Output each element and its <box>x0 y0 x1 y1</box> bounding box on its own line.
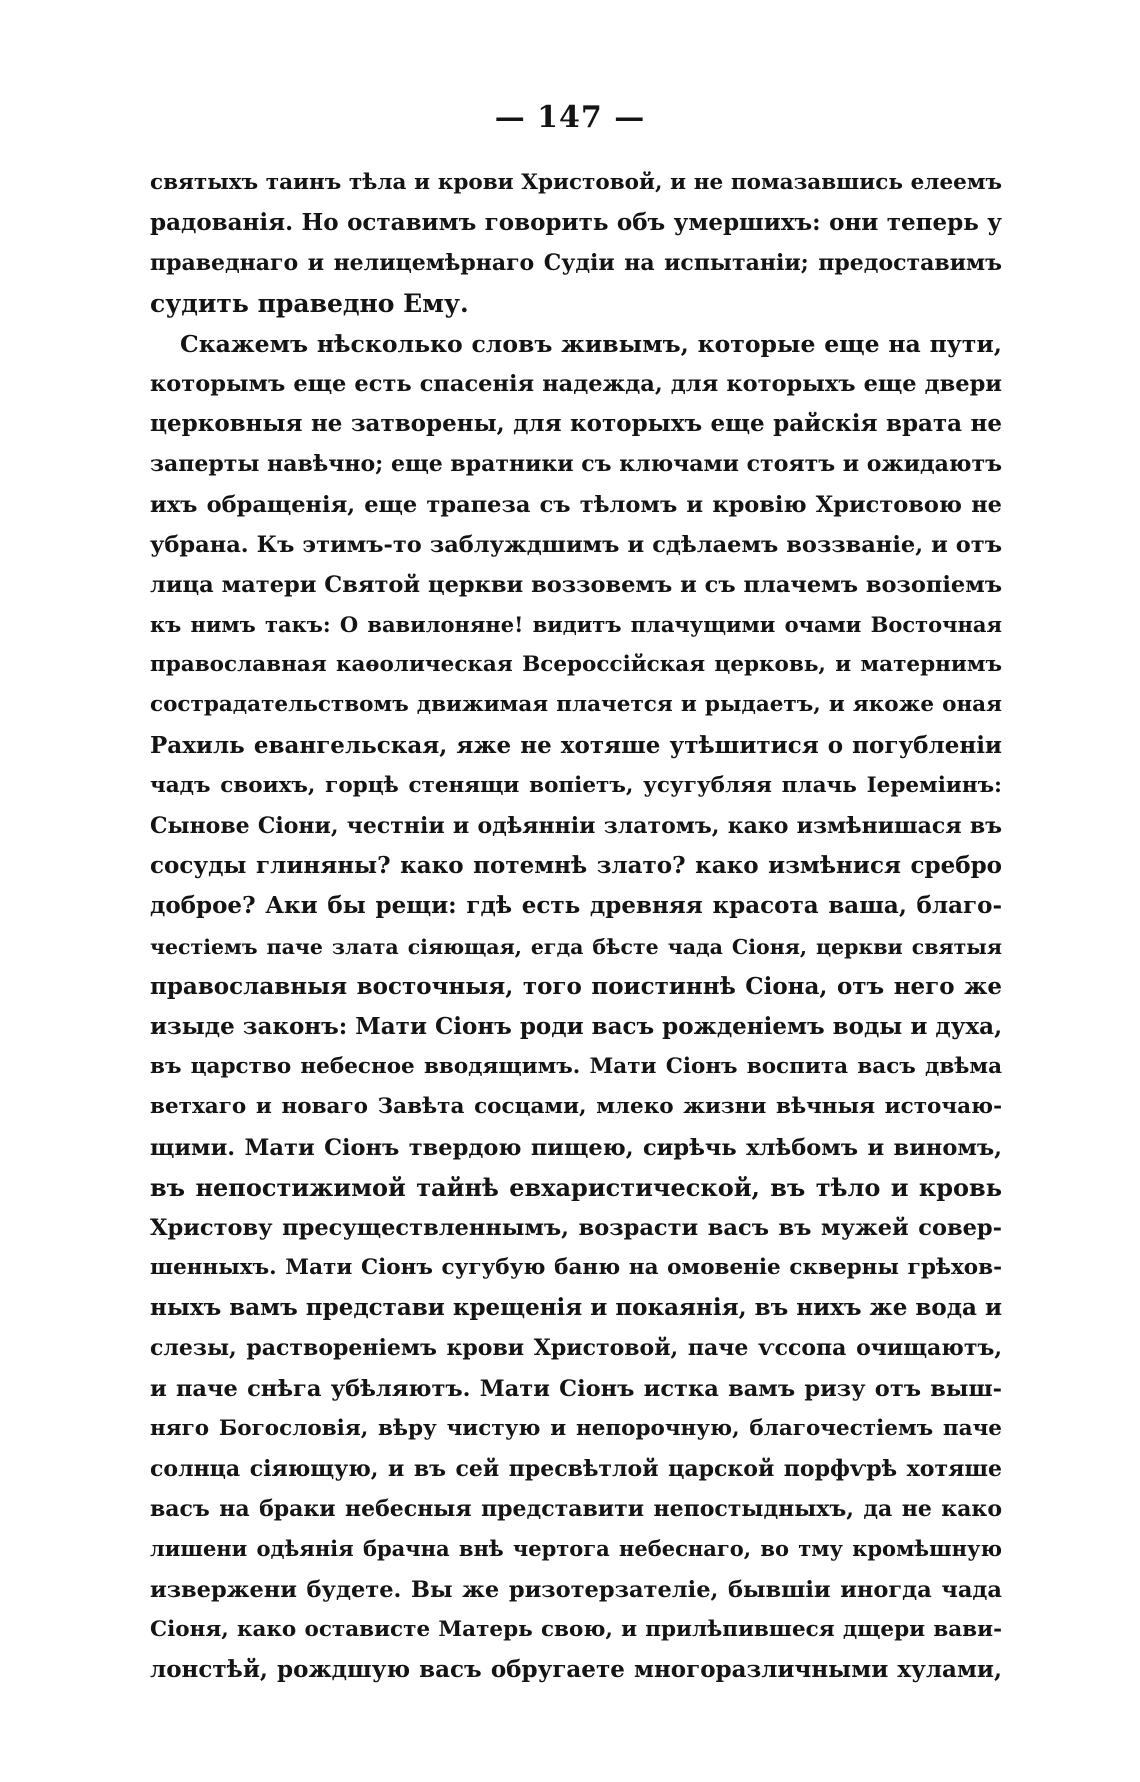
text-line: православныя восточныя, того поистиннѣ Сіона, отъ него же <box>150 972 1002 1000</box>
text-line: шенныхъ. Мати Сіонъ сугубую баню на омовеніе скверны грѣхов- <box>150 1255 1002 1281</box>
text-line: православная каѳолическая Всероссійская церковь, и матернимъ <box>150 652 1002 678</box>
text-line: няго Богословія, вѣру чистую и непорочную, благочестіемъ паче <box>150 1415 1002 1441</box>
text-line: изыде законъ: Мати Сіонъ роди васъ рожденіемъ воды и духа, <box>150 1012 1003 1040</box>
text-line: Рахиль евангельская, яже не хотяше утѣшитися о погубленіи <box>150 731 1002 759</box>
text-line: въ царство небесное вводящимъ. Мати Сіонъ воспита васъ двѣма <box>150 1054 1002 1080</box>
text-line: ихъ обращенія, еще трапеза съ тѣломъ и кровію Христовою не <box>150 491 1002 518</box>
page-number: — 147 — <box>494 100 646 135</box>
text-line: лишени одѣянія брачна внѣ чертога небеснаго, во тму кромѣшную <box>150 1536 1002 1562</box>
body-text <box>150 163 1002 1690</box>
text-line: и паче снѣга убѣляютъ. Мати Сіонъ истка вамъ ризу отъ выш- <box>150 1375 1002 1402</box>
text-line: Христову пресуществленнымъ, возрасти васъ въ мужей совер- <box>150 1214 1002 1241</box>
text-line: сосуды глиняны? како потемнѣ злато? како измѣнися сребро <box>150 852 1002 880</box>
text-line: въ непостижимой тайнѣ евхаристической, въ тѣло и кровь <box>150 1172 1002 1202</box>
text-line: ныхъ вамъ представи крещенія и покаянія, въ нихъ же вода и <box>150 1294 1002 1322</box>
text-line: извержени будете. Вы же ризотерзателіе, бывшіи иногда чада <box>150 1576 1002 1603</box>
text-line: Сынове Сіони, честніи и одѣяннiи златомъ, како измѣнишася въ <box>150 813 1002 839</box>
text-line: доброе? Аки бы рещи: гдѣ есть древняя красота ваша, благо- <box>150 892 1002 920</box>
text-line: радованія. Но оставимъ говорить объ умершихъ: они теперь у <box>150 209 1002 237</box>
text-line: святыхъ таинъ тѣла и крови Христовой, и не помазавшись елеемъ <box>150 170 1002 195</box>
text-line: лонстѣй, рождшую васъ обругаете многоразличными хулами, <box>150 1655 1002 1683</box>
text-line: судить праведно Ему. <box>150 288 469 318</box>
text-line: слезы, раствореніемъ крови Христовой, паче ѵссопа очищаютъ, <box>150 1335 1002 1362</box>
text-line: васъ на браки небесныя представити непостыдныхъ, да не како <box>150 1496 1002 1523</box>
text-line: праведнаго и нелицемѣрнаго Судіи на испытаніи; предоставимъ <box>150 250 1002 277</box>
text-line: Скажемъ нѣсколько словъ живымъ, которые еще на пути, <box>180 329 1002 358</box>
text-line: которымъ еще есть спасенія надежда, для которыхъ еще двери <box>150 370 1002 397</box>
text-line: лица матери Святой церкви воззовемъ и съ плачемъ возопіемъ <box>150 571 1002 598</box>
text-line: церковныя не затворены, для которыхъ еще райскія врата не <box>150 410 1002 438</box>
text-line: Сіоня, како остависте Матерь свою, и прилѣпившеся дщери вави- <box>150 1616 1002 1642</box>
text-line: солнца сіяющую, и въ сей пресвѣтлой царской порфѵрѣ хотяше <box>150 1456 1002 1482</box>
text-line: ветхаго и новаго Завѣта сосцами, млеко жизни вѣчныя источаю- <box>150 1094 1002 1120</box>
text-line: къ нимъ такъ: О вавилоняне! видитъ плачущими очами Восточная <box>150 612 1002 638</box>
text-line: заперты навѣчно; еще вратники съ ключами стоятъ и ожидаютъ <box>150 451 1002 478</box>
text-line: щими. Мати Сіонъ твердою пищею, сирѣчь хлѣбомъ и виномъ, <box>150 1134 1002 1161</box>
text-line: честіемъ паче злата сіяющая, егда бѣсте чада Сіоня, церкви святыя <box>150 934 1002 959</box>
text-line: чадъ своихъ, горцѣ стенящи вопіетъ, усугубляя плачь Іереміинъ: <box>150 772 1002 798</box>
text-line: сострадательствомъ движимая плачется и рыдаетъ, и якоже оная <box>150 692 1002 718</box>
text-line: убрана. Къ этимъ-то заблуждшимъ и сдѣлаемъ воззваніе, и отъ <box>150 531 1002 558</box>
